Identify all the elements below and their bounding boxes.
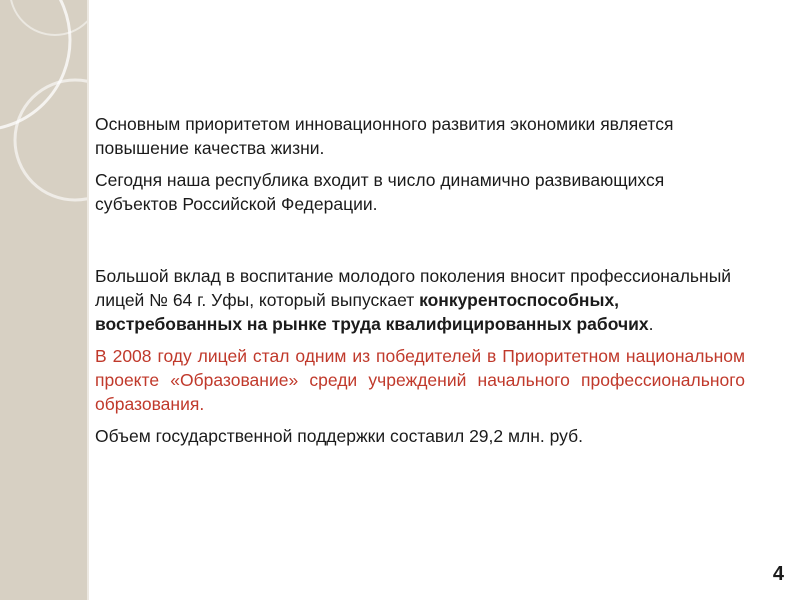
- side-divider: [87, 0, 89, 600]
- decorative-side-panel: [0, 0, 87, 600]
- paragraph-award: В 2008 году лицей стал одним из победителей в Приоритетном национальном проекте «Образование» среди учреждений начального профессионального образования.: [95, 346, 745, 414]
- lyceum-text: Большой вклад в воспитание молодого поколения вносит профессиональный лицей № 64 г. Уфы, который выпускает: [95, 266, 732, 310]
- paragraph-priority: Основным приоритетом инновационного развития экономики является повышение качества жизни.: [95, 114, 674, 158]
- decorative-circles: [0, 0, 87, 600]
- page-number: 4: [772, 563, 784, 585]
- lyceum-bold-text: конкурентоспособных, востребованных на рынке труда квалифицированных рабочих: [95, 290, 649, 334]
- slide-body: [95, 112, 745, 448]
- paragraph-republic: Сегодня наша республика входит в число динамично развивающихся субъектов Российской Федерации.: [95, 170, 665, 214]
- paragraph-lyceum: [95, 264, 745, 336]
- paragraph-funding: Объем государственной поддержки составил 29,2 млн. руб.: [95, 426, 584, 446]
- lyceum-period: .: [648, 314, 654, 334]
